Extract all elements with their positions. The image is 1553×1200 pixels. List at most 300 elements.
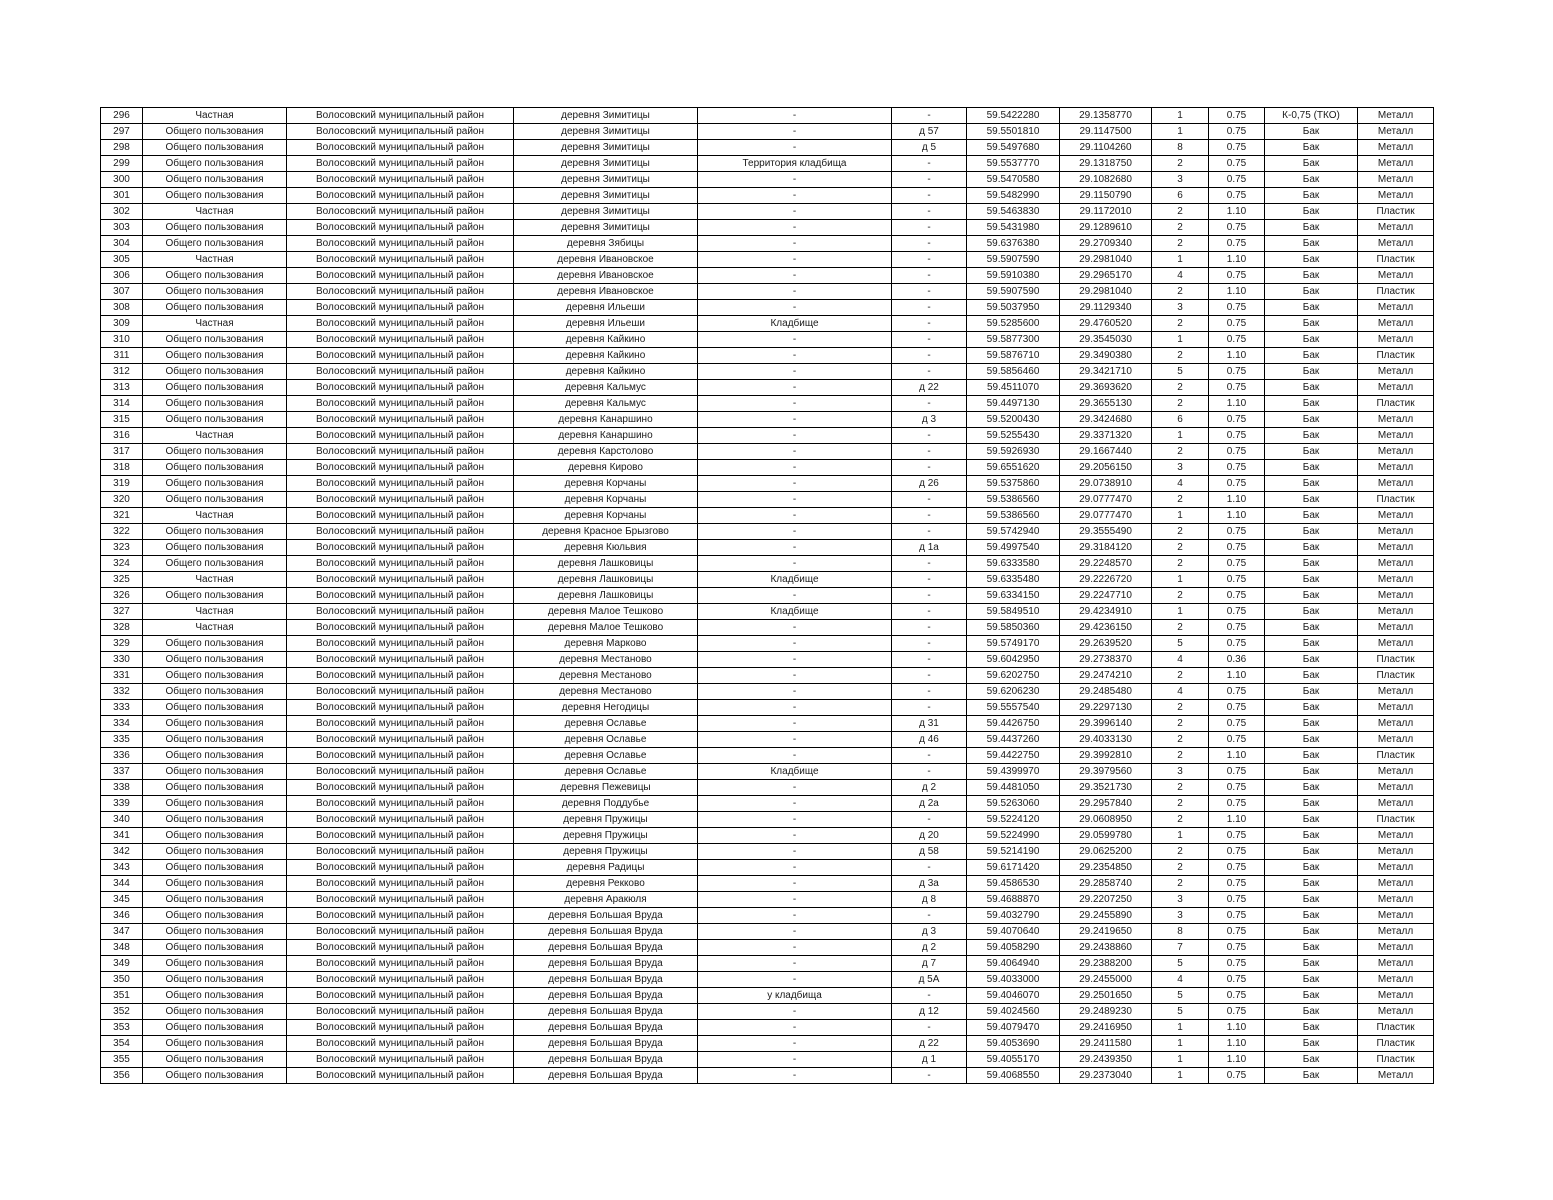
table-row — [101, 812, 1434, 828]
location-note-cell: - — [698, 396, 892, 412]
table-row — [101, 988, 1434, 1004]
district-cell: Волосовский муниципальный район — [287, 876, 514, 892]
volume-cell: 0.75 — [1209, 764, 1265, 780]
material-cell: Металл — [1358, 780, 1434, 796]
material-cell: Металл — [1358, 1068, 1434, 1084]
district-cell: Волосовский муниципальный район — [287, 684, 514, 700]
settlement-cell: деревня Кальмус — [514, 380, 698, 396]
row-number-cell: 345 — [101, 892, 143, 908]
container-type-cell: Бак — [1265, 1020, 1358, 1036]
ownership-cell: Частная — [143, 316, 287, 332]
house-number-cell: - — [892, 748, 967, 764]
district-cell: Волосовский муниципальный район — [287, 156, 514, 172]
district-cell: Волосовский муниципальный район — [287, 716, 514, 732]
longitude-cell: 29.2439350 — [1060, 1052, 1152, 1068]
district-cell: Волосовский муниципальный район — [287, 508, 514, 524]
latitude-cell: 59.5224120 — [967, 812, 1060, 828]
row-number-cell: 346 — [101, 908, 143, 924]
container-type-cell: Бак — [1265, 300, 1358, 316]
container-type-cell: Бак — [1265, 876, 1358, 892]
material-cell: Металл — [1358, 332, 1434, 348]
longitude-cell: 29.0738910 — [1060, 476, 1152, 492]
house-number-cell: д 26 — [892, 476, 967, 492]
district-cell: Волосовский муниципальный район — [287, 1036, 514, 1052]
table-row — [101, 908, 1434, 924]
longitude-cell: 29.3490380 — [1060, 348, 1152, 364]
settlement-cell: деревня Лашковицы — [514, 588, 698, 604]
row-number-cell: 305 — [101, 252, 143, 268]
row-number-cell: 325 — [101, 572, 143, 588]
district-cell: Волосовский муниципальный район — [287, 332, 514, 348]
settlement-cell: деревня Корчаны — [514, 492, 698, 508]
ownership-cell: Общего пользования — [143, 988, 287, 1004]
settlement-cell: деревня Поддубье — [514, 796, 698, 812]
longitude-cell: 29.0625200 — [1060, 844, 1152, 860]
volume-cell: 0.75 — [1209, 732, 1265, 748]
table-row — [101, 956, 1434, 972]
settlement-cell: деревня Пружицы — [514, 812, 698, 828]
table-row — [101, 556, 1434, 572]
ownership-cell: Общего пользования — [143, 412, 287, 428]
container-count-cell: 2 — [1152, 444, 1209, 460]
table-row — [101, 460, 1434, 476]
row-number-cell: 322 — [101, 524, 143, 540]
latitude-cell: 59.4033000 — [967, 972, 1060, 988]
latitude-cell: 59.4068550 — [967, 1068, 1060, 1084]
material-cell: Пластик — [1358, 348, 1434, 364]
house-number-cell: - — [892, 524, 967, 540]
ownership-cell: Общего пользования — [143, 748, 287, 764]
longitude-cell: 29.4033130 — [1060, 732, 1152, 748]
container-count-cell: 4 — [1152, 684, 1209, 700]
container-count-cell: 5 — [1152, 956, 1209, 972]
table-row — [101, 748, 1434, 764]
district-cell: Волосовский муниципальный район — [287, 908, 514, 924]
settlement-cell: деревня Зимитицы — [514, 108, 698, 124]
container-type-cell: Бак — [1265, 1052, 1358, 1068]
house-number-cell: - — [892, 172, 967, 188]
material-cell: Пластик — [1358, 1020, 1434, 1036]
row-number-cell: 326 — [101, 588, 143, 604]
district-cell: Волосовский муниципальный район — [287, 812, 514, 828]
container-count-cell: 1 — [1152, 604, 1209, 620]
volume-cell: 0.75 — [1209, 588, 1265, 604]
latitude-cell: 59.5482990 — [967, 188, 1060, 204]
volume-cell: 0.75 — [1209, 412, 1265, 428]
latitude-cell: 59.6334150 — [967, 588, 1060, 604]
container-type-cell: Бак — [1265, 956, 1358, 972]
latitude-cell: 59.5431980 — [967, 220, 1060, 236]
container-type-cell: Бак — [1265, 764, 1358, 780]
latitude-cell: 59.6202750 — [967, 668, 1060, 684]
longitude-cell: 29.2501650 — [1060, 988, 1152, 1004]
volume-cell: 0.75 — [1209, 460, 1265, 476]
material-cell: Пластик — [1358, 492, 1434, 508]
house-number-cell: д 3 — [892, 412, 967, 428]
table-row — [101, 668, 1434, 684]
container-type-cell: Бак — [1265, 476, 1358, 492]
longitude-cell: 29.1358770 — [1060, 108, 1152, 124]
house-number-cell: - — [892, 812, 967, 828]
settlement-cell: деревня Большая Вруда — [514, 956, 698, 972]
row-number-cell: 299 — [101, 156, 143, 172]
latitude-cell: 59.6551620 — [967, 460, 1060, 476]
container-type-cell: Бак — [1265, 428, 1358, 444]
container-type-cell: Бак — [1265, 284, 1358, 300]
container-count-cell: 2 — [1152, 716, 1209, 732]
settlement-cell: деревня Кирово — [514, 460, 698, 476]
volume-cell: 0.75 — [1209, 332, 1265, 348]
settlement-cell: деревня Корчаны — [514, 508, 698, 524]
ownership-cell: Общего пользования — [143, 172, 287, 188]
location-note-cell: - — [698, 124, 892, 140]
settlement-cell: деревня Кюльвия — [514, 540, 698, 556]
row-number-cell: 344 — [101, 876, 143, 892]
container-type-cell: Бак — [1265, 444, 1358, 460]
ownership-cell: Общего пользования — [143, 380, 287, 396]
house-number-cell: - — [892, 908, 967, 924]
row-number-cell: 314 — [101, 396, 143, 412]
house-number-cell: - — [892, 460, 967, 476]
ownership-cell: Общего пользования — [143, 540, 287, 556]
material-cell: Металл — [1358, 572, 1434, 588]
district-cell: Волосовский муниципальный район — [287, 652, 514, 668]
volume-cell: 0.75 — [1209, 940, 1265, 956]
container-type-cell: Бак — [1265, 124, 1358, 140]
container-count-cell: 6 — [1152, 412, 1209, 428]
ownership-cell: Общего пользования — [143, 348, 287, 364]
ownership-cell: Общего пользования — [143, 636, 287, 652]
house-number-cell: - — [892, 252, 967, 268]
volume-cell: 0.75 — [1209, 268, 1265, 284]
container-count-cell: 1 — [1152, 1036, 1209, 1052]
settlement-cell: деревня Пружицы — [514, 844, 698, 860]
district-cell: Волосовский муниципальный район — [287, 972, 514, 988]
latitude-cell: 59.5375860 — [967, 476, 1060, 492]
house-number-cell: - — [892, 860, 967, 876]
settlement-cell: деревня Ивановское — [514, 268, 698, 284]
district-cell: Волосовский муниципальный район — [287, 492, 514, 508]
container-type-cell: Бак — [1265, 412, 1358, 428]
row-number-cell: 302 — [101, 204, 143, 220]
table-row — [101, 892, 1434, 908]
settlement-cell: деревня Зимитицы — [514, 172, 698, 188]
house-number-cell: д 7 — [892, 956, 967, 972]
settlement-cell: деревня Рекково — [514, 876, 698, 892]
container-type-cell: Бак — [1265, 652, 1358, 668]
row-number-cell: 356 — [101, 1068, 143, 1084]
row-number-cell: 312 — [101, 364, 143, 380]
longitude-cell: 29.3371320 — [1060, 428, 1152, 444]
longitude-cell: 29.1150790 — [1060, 188, 1152, 204]
table-row — [101, 828, 1434, 844]
ownership-cell: Общего пользования — [143, 284, 287, 300]
location-note-cell: - — [698, 1068, 892, 1084]
settlement-cell: деревня Радицы — [514, 860, 698, 876]
settlement-cell: деревня Пежевицы — [514, 780, 698, 796]
volume-cell: 0.75 — [1209, 892, 1265, 908]
latitude-cell: 59.4046070 — [967, 988, 1060, 1004]
longitude-cell: 29.4760520 — [1060, 316, 1152, 332]
ownership-cell: Общего пользования — [143, 1004, 287, 1020]
container-type-cell: Бак — [1265, 1004, 1358, 1020]
latitude-cell: 59.5910380 — [967, 268, 1060, 284]
table-row — [101, 780, 1434, 796]
table-row — [101, 684, 1434, 700]
table-row — [101, 204, 1434, 220]
location-note-cell: - — [698, 924, 892, 940]
house-number-cell: - — [892, 652, 967, 668]
longitude-cell: 29.2226720 — [1060, 572, 1152, 588]
house-number-cell: - — [892, 268, 967, 284]
material-cell: Пластик — [1358, 668, 1434, 684]
table-row — [101, 764, 1434, 780]
settlement-cell: деревня Большая Вруда — [514, 1020, 698, 1036]
material-cell: Металл — [1358, 508, 1434, 524]
table-row — [101, 924, 1434, 940]
material-cell: Металл — [1358, 732, 1434, 748]
longitude-cell: 29.2416950 — [1060, 1020, 1152, 1036]
ownership-cell: Частная — [143, 252, 287, 268]
container-count-cell: 3 — [1152, 764, 1209, 780]
district-cell: Волосовский муниципальный район — [287, 748, 514, 764]
row-number-cell: 353 — [101, 1020, 143, 1036]
settlement-cell: деревня Большая Вруда — [514, 924, 698, 940]
ownership-cell: Общего пользования — [143, 812, 287, 828]
volume-cell: 1.10 — [1209, 252, 1265, 268]
container-count-cell: 2 — [1152, 284, 1209, 300]
location-note-cell: - — [698, 636, 892, 652]
house-number-cell: - — [892, 348, 967, 364]
latitude-cell: 59.4688870 — [967, 892, 1060, 908]
material-cell: Металл — [1358, 316, 1434, 332]
container-count-cell: 2 — [1152, 156, 1209, 172]
material-cell: Пластик — [1358, 652, 1434, 668]
longitude-cell: 29.0777470 — [1060, 508, 1152, 524]
container-count-cell: 4 — [1152, 652, 1209, 668]
volume-cell: 0.75 — [1209, 316, 1265, 332]
latitude-cell: 59.5907590 — [967, 252, 1060, 268]
district-cell: Волосовский муниципальный район — [287, 604, 514, 620]
house-number-cell: - — [892, 604, 967, 620]
district-cell: Волосовский муниципальный район — [287, 188, 514, 204]
house-number-cell: д 12 — [892, 1004, 967, 1020]
container-count-cell: 2 — [1152, 556, 1209, 572]
settlement-cell: деревня Канаршино — [514, 412, 698, 428]
ownership-cell: Общего пользования — [143, 1020, 287, 1036]
container-type-cell: Бак — [1265, 572, 1358, 588]
latitude-cell: 59.4024560 — [967, 1004, 1060, 1020]
house-number-cell: - — [892, 1020, 967, 1036]
volume-cell: 0.75 — [1209, 444, 1265, 460]
volume-cell: 0.75 — [1209, 636, 1265, 652]
longitude-cell: 29.3992810 — [1060, 748, 1152, 764]
material-cell: Металл — [1358, 268, 1434, 284]
house-number-cell: - — [892, 620, 967, 636]
container-type-cell: Бак — [1265, 236, 1358, 252]
container-count-cell: 2 — [1152, 316, 1209, 332]
container-count-cell: 1 — [1152, 508, 1209, 524]
row-number-cell: 350 — [101, 972, 143, 988]
material-cell: Металл — [1358, 220, 1434, 236]
volume-cell: 1.10 — [1209, 492, 1265, 508]
ownership-cell: Общего пользования — [143, 460, 287, 476]
material-cell: Металл — [1358, 940, 1434, 956]
location-note-cell: - — [698, 684, 892, 700]
district-cell: Волосовский муниципальный район — [287, 140, 514, 156]
ownership-cell: Общего пользования — [143, 236, 287, 252]
latitude-cell: 59.5742940 — [967, 524, 1060, 540]
district-cell: Волосовский муниципальный район — [287, 668, 514, 684]
volume-cell: 0.75 — [1209, 524, 1265, 540]
location-note-cell: - — [698, 188, 892, 204]
row-number-cell: 330 — [101, 652, 143, 668]
longitude-cell: 29.3996140 — [1060, 716, 1152, 732]
container-count-cell: 2 — [1152, 588, 1209, 604]
container-type-cell: К-0,75 (ТКО) — [1265, 108, 1358, 124]
longitude-cell: 29.4234910 — [1060, 604, 1152, 620]
container-count-cell: 3 — [1152, 172, 1209, 188]
ownership-cell: Общего пользования — [143, 956, 287, 972]
latitude-cell: 59.5422280 — [967, 108, 1060, 124]
row-number-cell: 354 — [101, 1036, 143, 1052]
house-number-cell: - — [892, 588, 967, 604]
longitude-cell: 29.2957840 — [1060, 796, 1152, 812]
house-number-cell: - — [892, 204, 967, 220]
row-number-cell: 300 — [101, 172, 143, 188]
container-type-cell: Бак — [1265, 972, 1358, 988]
district-cell: Волосовский муниципальный район — [287, 364, 514, 380]
volume-cell: 0.75 — [1209, 1068, 1265, 1084]
ownership-cell: Общего пользования — [143, 780, 287, 796]
latitude-cell: 59.4399970 — [967, 764, 1060, 780]
table-row — [101, 156, 1434, 172]
material-cell: Металл — [1358, 796, 1434, 812]
volume-cell: 0.75 — [1209, 380, 1265, 396]
location-note-cell: Кладбище — [698, 604, 892, 620]
settlement-cell: деревня Кайкино — [514, 364, 698, 380]
volume-cell: 1.10 — [1209, 396, 1265, 412]
table-row — [101, 476, 1434, 492]
location-note-cell: - — [698, 508, 892, 524]
volume-cell: 0.75 — [1209, 156, 1265, 172]
material-cell: Металл — [1358, 124, 1434, 140]
material-cell: Металл — [1358, 972, 1434, 988]
volume-cell: 0.75 — [1209, 124, 1265, 140]
longitude-cell: 29.1667440 — [1060, 444, 1152, 460]
ownership-cell: Общего пользования — [143, 188, 287, 204]
location-note-cell: - — [698, 780, 892, 796]
house-number-cell: д 20 — [892, 828, 967, 844]
house-number-cell: - — [892, 364, 967, 380]
ownership-cell: Общего пользования — [143, 876, 287, 892]
row-number-cell: 334 — [101, 716, 143, 732]
table-row — [101, 588, 1434, 604]
container-type-cell: Бак — [1265, 188, 1358, 204]
district-cell: Волосовский муниципальный район — [287, 780, 514, 796]
row-number-cell: 308 — [101, 300, 143, 316]
latitude-cell: 59.5200430 — [967, 412, 1060, 428]
material-cell: Металл — [1358, 412, 1434, 428]
ownership-cell: Частная — [143, 204, 287, 220]
latitude-cell: 59.5224990 — [967, 828, 1060, 844]
location-note-cell: - — [698, 380, 892, 396]
container-count-cell: 5 — [1152, 1004, 1209, 1020]
house-number-cell: - — [892, 220, 967, 236]
volume-cell: 0.75 — [1209, 684, 1265, 700]
material-cell: Металл — [1358, 956, 1434, 972]
settlement-cell: деревня Большая Вруда — [514, 1036, 698, 1052]
row-number-cell: 306 — [101, 268, 143, 284]
container-type-cell: Бак — [1265, 332, 1358, 348]
location-note-cell: - — [698, 204, 892, 220]
settlement-cell: деревня Большая Вруда — [514, 1052, 698, 1068]
container-type-cell: Бак — [1265, 940, 1358, 956]
volume-cell: 0.75 — [1209, 876, 1265, 892]
row-number-cell: 328 — [101, 620, 143, 636]
longitude-cell: 29.2411580 — [1060, 1036, 1152, 1052]
longitude-cell: 29.3655130 — [1060, 396, 1152, 412]
ownership-cell: Общего пользования — [143, 476, 287, 492]
longitude-cell: 29.2056150 — [1060, 460, 1152, 476]
house-number-cell: д 58 — [892, 844, 967, 860]
material-cell: Пластик — [1358, 204, 1434, 220]
container-count-cell: 2 — [1152, 524, 1209, 540]
settlement-cell: деревня Местаново — [514, 652, 698, 668]
location-note-cell: - — [698, 588, 892, 604]
longitude-cell: 29.2297130 — [1060, 700, 1152, 716]
volume-cell: 1.10 — [1209, 748, 1265, 764]
container-type-cell: Бак — [1265, 684, 1358, 700]
ownership-cell: Общего пользования — [143, 588, 287, 604]
settlement-cell: деревня Кайкино — [514, 332, 698, 348]
container-count-cell: 2 — [1152, 812, 1209, 828]
row-number-cell: 331 — [101, 668, 143, 684]
material-cell: Металл — [1358, 684, 1434, 700]
location-note-cell: - — [698, 556, 892, 572]
district-cell: Волосовский муниципальный район — [287, 700, 514, 716]
house-number-cell: д 2 — [892, 780, 967, 796]
container-count-cell: 2 — [1152, 844, 1209, 860]
latitude-cell: 59.5557540 — [967, 700, 1060, 716]
material-cell: Металл — [1358, 476, 1434, 492]
house-number-cell: - — [892, 396, 967, 412]
ownership-cell: Общего пользования — [143, 764, 287, 780]
volume-cell: 0.75 — [1209, 860, 1265, 876]
longitude-cell: 29.2455890 — [1060, 908, 1152, 924]
row-number-cell: 317 — [101, 444, 143, 460]
district-cell: Волосовский муниципальный район — [287, 220, 514, 236]
longitude-cell: 29.2981040 — [1060, 252, 1152, 268]
location-note-cell: - — [698, 892, 892, 908]
table-row — [101, 1068, 1434, 1084]
material-cell: Пластик — [1358, 812, 1434, 828]
material-cell: Пластик — [1358, 1036, 1434, 1052]
settlement-cell: деревня Ославье — [514, 748, 698, 764]
ownership-cell: Общего пользования — [143, 924, 287, 940]
longitude-cell: 29.4236150 — [1060, 620, 1152, 636]
longitude-cell: 29.1129340 — [1060, 300, 1152, 316]
location-note-cell: - — [698, 972, 892, 988]
material-cell: Металл — [1358, 444, 1434, 460]
container-count-cell: 3 — [1152, 460, 1209, 476]
ownership-cell: Общего пользования — [143, 844, 287, 860]
volume-cell: 0.75 — [1209, 620, 1265, 636]
longitude-cell: 29.2485480 — [1060, 684, 1152, 700]
latitude-cell: 59.6042950 — [967, 652, 1060, 668]
table-row — [101, 300, 1434, 316]
material-cell: Металл — [1358, 236, 1434, 252]
